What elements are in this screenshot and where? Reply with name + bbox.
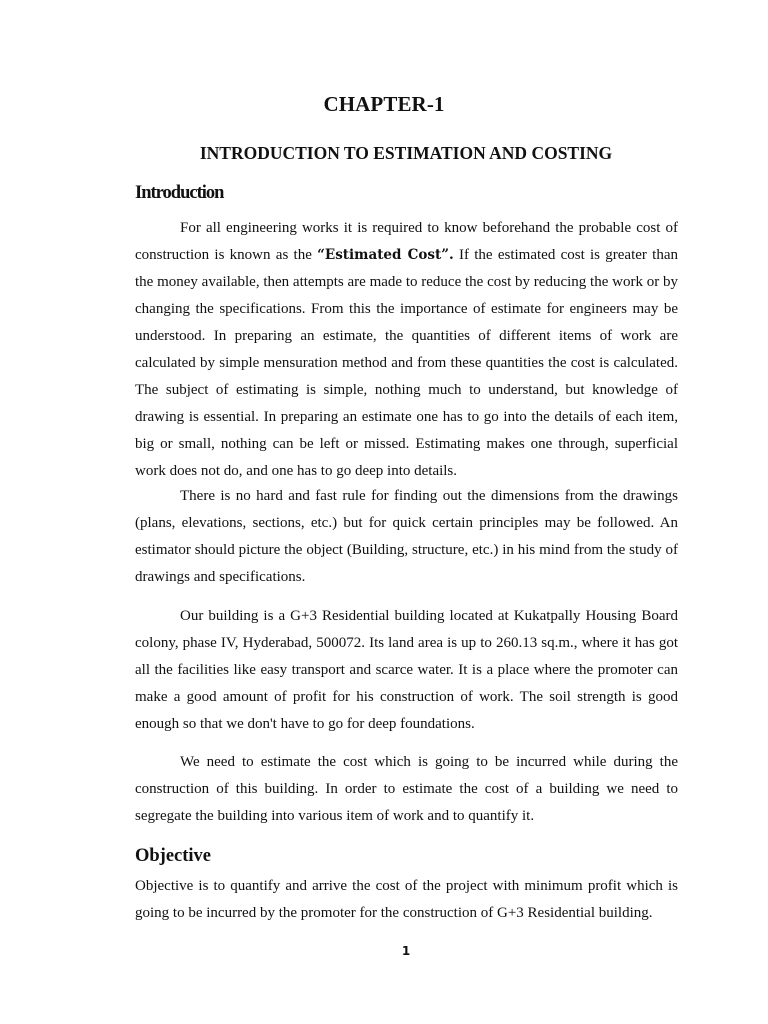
introduction-paragraph-2: There is no hard and fast rule for finding out the dimensions from the drawings (plans, elevations, sections, etc.) but for quick certain principles may be followed. An estimator should picture the object (Building, structure, etc.) in his mind from the study of drawings and specifications. [135, 488, 678, 585]
introduction-paragraph-1-rest: If the estimated cost is greater than the money available, then attempts are made to reduce the cost by reducing the work or by changing the specifications. From this the importance of estimate for engineers may be understood. In preparing an estimate, the quantities of different items of work are calculated by simple mensuration method and from these quantities the cost is calculated. The subject of estimating is simple, nothing much to understand, but knowledge of drawing is essential. In preparing an estimate one has to go into the details of each item, big or small, nothing can be left or missed. Estimating makes one through, superficial work does not do, and one has to go deep into details. [135, 247, 679, 479]
introduction-paragraph-1 [135, 215, 678, 485]
introduction-paragraph-1-lead: For all engineering works it is required to know beforehand the probable cost of construction is known as the [135, 220, 678, 263]
introduction-paragraph-4: We need to estimate the cost which is going to be incurred while during the construction of this building. In order to estimate the cost of a building we need to segregate the building into various item of work and to quantify it. [135, 754, 678, 824]
chapter-title: CHAPTER-1 [323, 92, 445, 116]
objective-paragraph: Objective is to quantify and arrive the cost of the project with minimum profit which is going to be incurred by the promoter for the construction of G+3 Residential building. [135, 878, 678, 921]
introduction-paragraph-3: Our building is a G+3 Residential building located at Kukatpally Housing Board colony, phase IV, Hyderabad, 500072. Its land area is up to 260.13 sq.m., where it has got all the facilities like easy transport and scarce water. It is a place where the promoter can make a good amount of profit for his construction of work. The soil strength is good enough so that we don't have to go for deep foundations. [135, 608, 678, 732]
introduction-heading: Introduction [135, 183, 224, 203]
page-number: 1 [401, 944, 411, 958]
estimated-cost-term: “Estimated Cost”. [317, 247, 454, 263]
objective-heading: Objective [135, 846, 212, 866]
chapter-subtitle: INTRODUCTION TO ESTIMATION AND COSTING [199, 143, 613, 163]
